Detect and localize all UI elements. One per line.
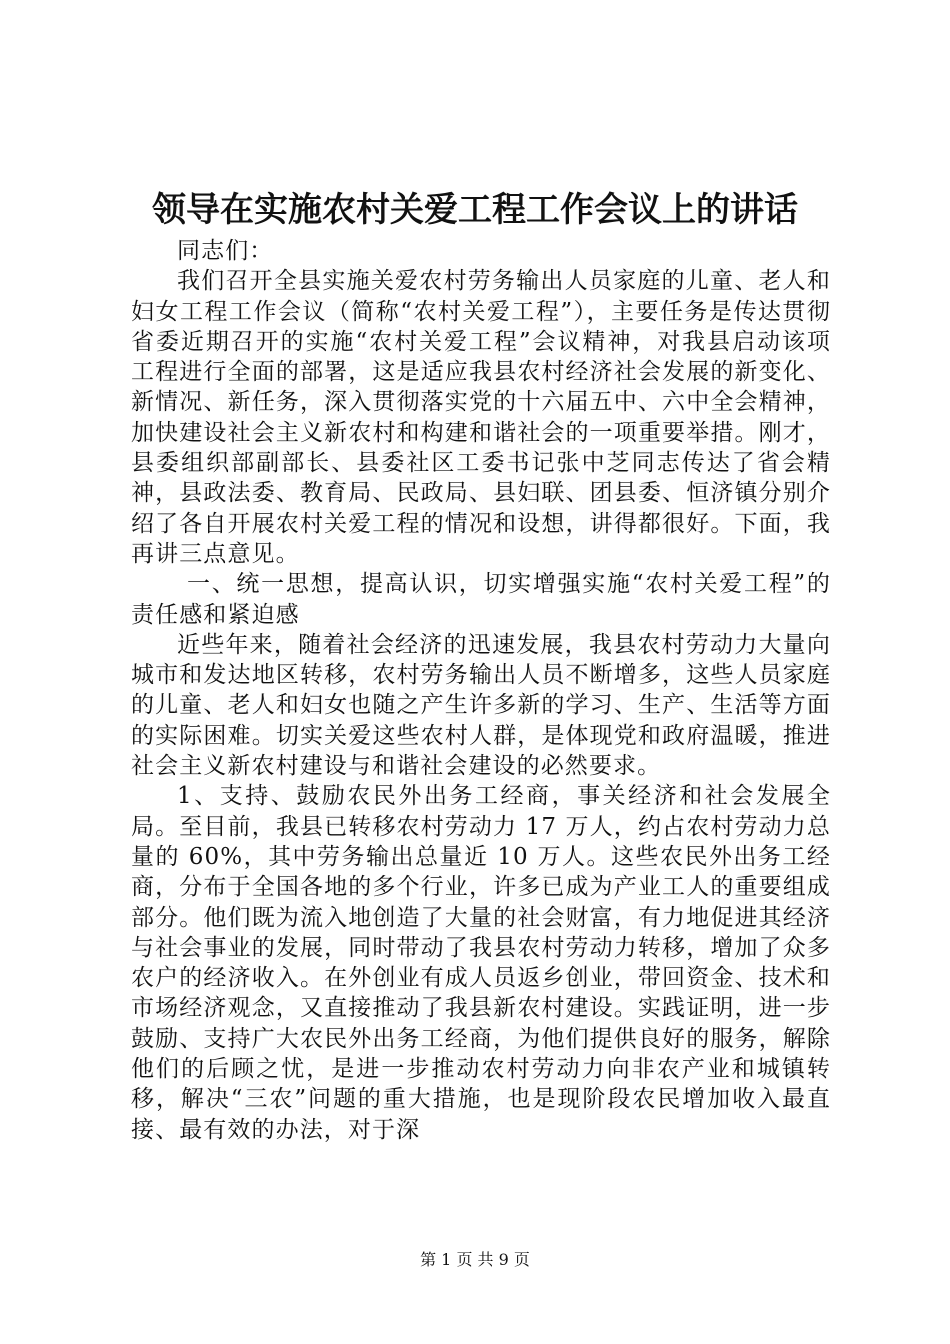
paragraph-intro: 我们召开全县实施关爱农村劳务输出人员家庭的儿童、老人和妇女工程工作会议（简称“农村关爱工程”），主要任务是传达贯彻省委近期召开的实施“农村关爱工程”会议精神，对我县启动该项工程进行全面的部署，这是适应我县农村经济社会发展的新变化、新情况、新任务，深入贯彻落实党的十六届五中、六中全会精神，加快建设社会主义新农村和构建和谐社会的一项重要举措。刚才，县委组织部副部长、县委社区工委书记张中芝同志传达了省会精神，县政法委、教育局、民政局、县妇联、团县委、恒济镇分别介绍了各自开展农村关爱工程的情况和设想，讲得都很好。下面，我再讲三点意见。 (131, 268, 831, 567)
section-heading-one: 一、统一思想，提高认识，切实增强实施“农村关爱工程”的责任感和紧迫感 (131, 571, 831, 628)
page-footer: 第 1 页 共 9 页 (420, 1250, 530, 1269)
greeting-line: 同志们： (177, 238, 274, 264)
document-body (131, 236, 831, 1145)
document-title: 领导在实施农村关爱工程工作会议上的讲话 (152, 190, 798, 230)
paragraph-background: 近些年来，随着社会经济的迅速发展，我县农村劳动力大量向城市和发达地区转移，农村劳务输出人员不断增多，这些人员家庭的儿童、老人和妇女也随之产生许多新的学习、生产、生活等方面的实际困难。切实关爱这些农村人群，是体现党和政府温暖，推进社会主义新农村建设与和谐社会建设的必然要求。 (131, 631, 831, 780)
paragraph-point-one: 1、支持、鼓励农民外出务工经商，事关经济和社会发展全局。至目前，我县已转移农村劳动力 17 万人，约占农村劳动力总量的 60%，其中劳务输出总量近 10 万人。这些农民外出务工经商，分布于全国各地的多个行业，许多已成为产业工人的重要组成部分。他们既为流入地创造了大量的社会财富，有力地促进其经济与社会事业的发展，同时带动了我县农村劳动力转移，增加了众多农户的经济收入。在外创业有成人员返乡创业，带回资金、技术和市场经济观念，又直接推动了我县新农村建设。实践证明，进一步鼓励、支持广大农民外出务工经商，为他们提供良好的服务，解除他们的后顾之忧，是进一步推动农村劳动力向非农产业和城镇转移，解决“三农”问题的重大措施，也是现阶段农民增加收入最直接、最有效的办法，对于深 (131, 783, 831, 1143)
